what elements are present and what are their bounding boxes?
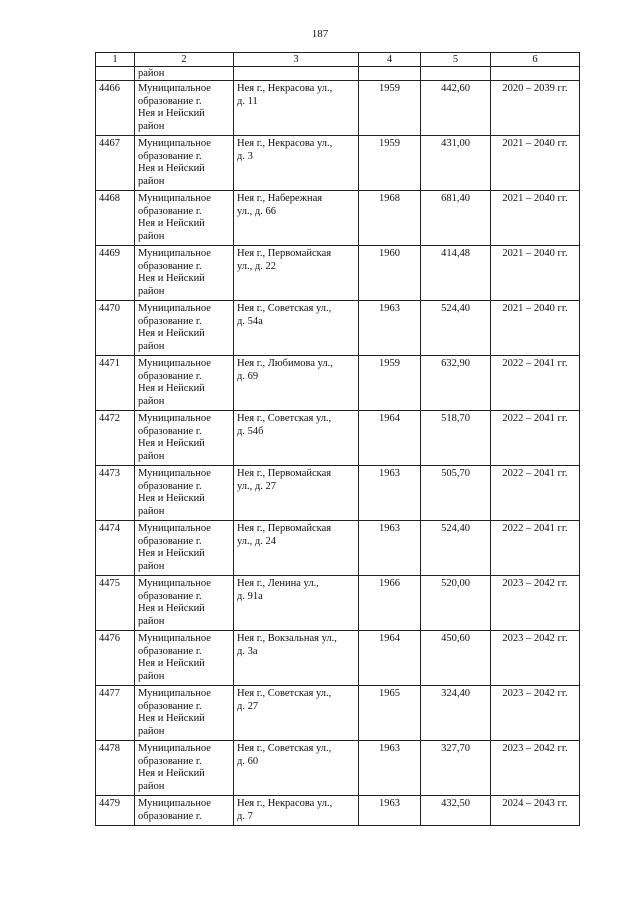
period-cell: 2021 – 2040 гг. [491, 136, 580, 191]
owner-line: район [138, 285, 165, 297]
period-cell: 2022 – 2041 гг. [491, 466, 580, 521]
owner-line: Муниципальное [138, 523, 211, 534]
address-line: д. 3 [237, 150, 253, 162]
area-cell: 632,90 [421, 356, 491, 411]
address-line: Нея г., Ленина ул., [237, 578, 319, 589]
year-cell: 1960 [359, 246, 421, 301]
year-cell: 1959 [359, 136, 421, 191]
owner-line: район [138, 615, 165, 627]
owner-cell [135, 81, 234, 136]
owner-line: Нея и Нейский [138, 658, 205, 669]
year-cell: 1968 [359, 191, 421, 246]
owner-line: образование г. [138, 535, 202, 547]
table-row [96, 741, 580, 796]
owner-cell [135, 741, 234, 796]
column-header-5: 5 [421, 53, 491, 67]
address-cell [234, 631, 359, 686]
period-cell: 2022 – 2041 гг. [491, 356, 580, 411]
table-cell [421, 67, 491, 81]
year-cell: 1966 [359, 576, 421, 631]
table-row [96, 631, 580, 686]
area-cell: 414,48 [421, 246, 491, 301]
owner-line: Нея и Нейский [138, 438, 205, 449]
column-header-6: 6 [491, 53, 580, 67]
address-line: Нея г., Первомайская [237, 523, 332, 534]
area-cell: 450,60 [421, 631, 491, 686]
address-line: ул., д. 66 [237, 205, 276, 217]
address-line: д. 54а [237, 315, 263, 327]
owner-line: район [138, 340, 165, 352]
owner-line: Муниципальное [138, 633, 211, 644]
row-number: 4479 [96, 796, 135, 826]
owner-line: образование г. [138, 810, 202, 822]
address-cell [234, 81, 359, 136]
address-cell [234, 521, 359, 576]
table-cell [96, 67, 135, 81]
row-number: 4474 [96, 521, 135, 576]
address-line: д. 60 [237, 755, 259, 767]
row-number: 4478 [96, 741, 135, 796]
row-number: 4470 [96, 301, 135, 356]
year-cell: 1959 [359, 81, 421, 136]
owner-line: Муниципальное [138, 688, 211, 699]
period-cell: 2021 – 2040 гг. [491, 191, 580, 246]
owner-cell [135, 301, 234, 356]
address-line: д. 27 [237, 700, 259, 712]
owner-cell [135, 411, 234, 466]
table-row [96, 521, 580, 576]
address-cell [234, 576, 359, 631]
address-cell [234, 301, 359, 356]
owner-line: район [138, 560, 165, 572]
address-line: Нея г., Советская ул., [237, 413, 332, 424]
address-line: д. 3а [237, 645, 258, 657]
area-cell: 327,70 [421, 741, 491, 796]
owner-line: район [138, 725, 165, 737]
year-cell: 1963 [359, 301, 421, 356]
owner-line: образование г. [138, 150, 202, 162]
column-header-1: 1 [96, 53, 135, 67]
area-cell: 431,00 [421, 136, 491, 191]
row-number: 4466 [96, 81, 135, 136]
owner-line: Муниципальное [138, 358, 211, 369]
address-line: Нея г., Любимова ул., [237, 358, 333, 369]
owner-line: район [138, 120, 165, 132]
year-cell: 1963 [359, 796, 421, 826]
column-header-2: 2 [135, 53, 234, 67]
period-cell: 2023 – 2042 гг. [491, 576, 580, 631]
owner-line: образование г. [138, 480, 202, 492]
owner-line: образование г. [138, 370, 202, 382]
owner-cell [135, 246, 234, 301]
address-line: Нея г., Набережная [237, 193, 323, 204]
area-cell: 324,40 [421, 686, 491, 741]
address-line: ул., д. 27 [237, 480, 276, 492]
owner-line: Нея и Нейский [138, 218, 205, 229]
row-number: 4471 [96, 356, 135, 411]
owner-line: район [138, 450, 165, 462]
address-line: Нея г., Первомайская [237, 468, 332, 479]
table-row [96, 246, 580, 301]
table-cell [234, 67, 359, 81]
period-cell: 2020 – 2039 гг. [491, 81, 580, 136]
owner-line: образование г. [138, 205, 202, 217]
owner-line: Нея и Нейский [138, 108, 205, 119]
owner-line: образование г. [138, 315, 202, 327]
owner-line: Нея и Нейский [138, 548, 205, 559]
table-row [96, 466, 580, 521]
period-cell: 2021 – 2040 гг. [491, 246, 580, 301]
table-header-row [96, 53, 580, 67]
owner-line: Муниципальное [138, 248, 211, 259]
address-cell [234, 246, 359, 301]
owner-line: район [138, 670, 165, 682]
address-cell [234, 466, 359, 521]
owner-line: район [138, 175, 165, 187]
owner-line: район [138, 505, 165, 517]
row-number: 4467 [96, 136, 135, 191]
address-line: д. 69 [237, 370, 259, 382]
owner-cell [135, 356, 234, 411]
table-cell: район [135, 67, 234, 81]
row-number: 4472 [96, 411, 135, 466]
owner-line: Нея и Нейский [138, 768, 205, 779]
continuation-row [96, 67, 580, 81]
table-row [96, 136, 580, 191]
period-cell: 2022 – 2041 гг. [491, 411, 580, 466]
table-cell [491, 67, 580, 81]
address-cell [234, 796, 359, 826]
year-cell: 1964 [359, 411, 421, 466]
address-cell [234, 136, 359, 191]
owner-cell [135, 631, 234, 686]
area-cell: 518,70 [421, 411, 491, 466]
owner-cell [135, 191, 234, 246]
year-cell: 1959 [359, 356, 421, 411]
address-cell [234, 686, 359, 741]
address-line: Нея г., Советская ул., [237, 743, 332, 754]
owner-line: образование г. [138, 755, 202, 767]
table-row [96, 576, 580, 631]
owner-line: образование г. [138, 590, 202, 602]
area-cell: 520,00 [421, 576, 491, 631]
address-cell [234, 741, 359, 796]
year-cell: 1964 [359, 631, 421, 686]
area-cell: 524,40 [421, 521, 491, 576]
address-line: Нея г., Советская ул., [237, 303, 332, 314]
address-line: д. 54б [237, 425, 264, 437]
owner-line: образование г. [138, 700, 202, 712]
table-row [96, 796, 580, 826]
owner-cell [135, 521, 234, 576]
address-line: д. 91а [237, 590, 263, 602]
address-cell [234, 191, 359, 246]
address-line: д. 11 [237, 95, 258, 107]
owner-line: Нея и Нейский [138, 163, 205, 174]
period-cell: 2023 – 2042 гг. [491, 741, 580, 796]
address-line: Нея г., Советская ул., [237, 688, 332, 699]
row-number: 4476 [96, 631, 135, 686]
owner-line: Нея и Нейский [138, 273, 205, 284]
period-cell: 2024 – 2043 гг. [491, 796, 580, 826]
owner-line: Муниципальное [138, 468, 211, 479]
owner-line: район [138, 230, 165, 242]
owner-cell [135, 136, 234, 191]
table-row [96, 686, 580, 741]
owner-line: образование г. [138, 645, 202, 657]
period-cell: 2023 – 2042 гг. [491, 686, 580, 741]
period-cell: 2023 – 2042 гг. [491, 631, 580, 686]
owner-line: Муниципальное [138, 83, 211, 94]
year-cell: 1963 [359, 741, 421, 796]
column-header-3: 3 [234, 53, 359, 67]
owner-line: Нея и Нейский [138, 493, 205, 504]
owner-cell [135, 466, 234, 521]
owner-line: образование г. [138, 95, 202, 107]
owner-line: Нея и Нейский [138, 383, 205, 394]
address-line: д. 7 [237, 810, 253, 822]
period-cell: 2021 – 2040 гг. [491, 301, 580, 356]
owner-line: Муниципальное [138, 138, 211, 149]
owner-line: Муниципальное [138, 303, 211, 314]
owner-line: Муниципальное [138, 798, 211, 809]
owner-line: образование г. [138, 425, 202, 437]
owner-line: Нея и Нейский [138, 328, 205, 339]
owner-line: Нея и Нейский [138, 713, 205, 724]
address-line: Нея г., Некрасова ул., [237, 138, 333, 149]
table-row [96, 356, 580, 411]
address-cell [234, 356, 359, 411]
table-row [96, 301, 580, 356]
table-row [96, 191, 580, 246]
area-cell: 442,60 [421, 81, 491, 136]
address-line: Нея г., Вокзальная ул., [237, 633, 337, 644]
owner-line: образование г. [138, 260, 202, 272]
owner-line: Нея и Нейский [138, 603, 205, 614]
area-cell: 681,40 [421, 191, 491, 246]
row-number: 4475 [96, 576, 135, 631]
table-row [96, 411, 580, 466]
year-cell: 1963 [359, 521, 421, 576]
row-number: 4469 [96, 246, 135, 301]
owner-cell [135, 576, 234, 631]
period-cell: 2022 – 2041 гг. [491, 521, 580, 576]
area-cell: 505,70 [421, 466, 491, 521]
area-cell: 524,40 [421, 301, 491, 356]
area-cell: 432,50 [421, 796, 491, 826]
address-line: Нея г., Некрасова ул., [237, 798, 333, 809]
address-line: ул., д. 24 [237, 535, 276, 547]
owner-line: Муниципальное [138, 743, 211, 754]
owner-cell [135, 796, 234, 826]
page-number: 187 [311, 28, 329, 40]
address-line: Нея г., Некрасова ул., [237, 83, 333, 94]
owner-line: район [138, 780, 165, 792]
address-cell [234, 411, 359, 466]
row-number: 4468 [96, 191, 135, 246]
year-cell: 1965 [359, 686, 421, 741]
owner-cell [135, 686, 234, 741]
column-header-4: 4 [359, 53, 421, 67]
address-line: ул., д. 22 [237, 260, 276, 272]
row-number: 4473 [96, 466, 135, 521]
table-row [96, 81, 580, 136]
owner-line: Муниципальное [138, 578, 211, 589]
owner-line: Муниципальное [138, 413, 211, 424]
year-cell: 1963 [359, 466, 421, 521]
housing-table [95, 52, 580, 826]
row-number: 4477 [96, 686, 135, 741]
address-line: Нея г., Первомайская [237, 248, 332, 259]
owner-line: район [138, 395, 165, 407]
table-cell [359, 67, 421, 81]
owner-line: Муниципальное [138, 193, 211, 204]
